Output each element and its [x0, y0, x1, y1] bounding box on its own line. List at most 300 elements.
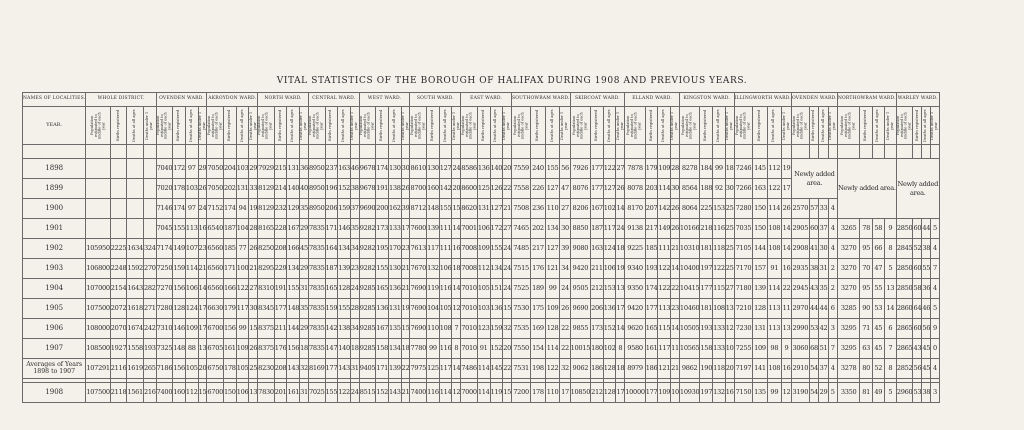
table-cell: 185: [224, 239, 237, 259]
table-cell: 159: [338, 199, 351, 219]
table-cell: 193: [645, 259, 658, 279]
spacer-cell: [767, 145, 781, 159]
sub-header-label: Deaths under 1 year: [451, 111, 460, 140]
table-cell: 2850: [896, 279, 913, 299]
table-cell: 106: [236, 383, 249, 403]
table-cell: 21: [401, 279, 410, 299]
sub-header: [931, 107, 940, 145]
table-cell: 126: [490, 179, 503, 199]
table-cell: 107500: [86, 299, 110, 319]
table-cell: 8129: [258, 199, 275, 219]
table-cell: 159: [490, 319, 503, 339]
table-cell: 78: [860, 219, 872, 239]
table-cell: 94: [236, 199, 249, 219]
table-cell: 2845: [896, 239, 913, 259]
spacer-cell: [931, 145, 940, 159]
table-cell: 202: [531, 219, 546, 239]
table-cell: 25: [725, 199, 734, 219]
ward-header: AKROYDON WARD.: [207, 93, 258, 107]
table-cell: 173: [591, 319, 604, 339]
sub-header: [207, 107, 224, 145]
table-cell: 9690: [359, 199, 376, 219]
spacer-cell: [625, 145, 645, 159]
table-cell: 51: [819, 339, 828, 359]
table-cell: 104: [427, 299, 440, 319]
table-cell: 216: [143, 383, 156, 403]
sub-header: [308, 107, 325, 145]
table-cell: 139: [388, 359, 401, 379]
table-cell: 143: [287, 359, 300, 379]
table-cell: 6560: [207, 239, 224, 259]
table-cell: 116: [439, 279, 452, 299]
table-cell: 60: [809, 219, 819, 239]
table-cell: 225: [700, 199, 713, 219]
table-cell: 218: [700, 219, 713, 239]
table-cell: 117: [439, 359, 452, 379]
table-cell: 64: [913, 299, 922, 319]
table-cell: 7: [931, 259, 940, 279]
table-cell: 10: [725, 339, 734, 359]
table-cell: 270: [143, 259, 156, 279]
table-cell: 114: [439, 383, 452, 403]
table-cell: 150: [753, 199, 767, 219]
table-cell: 117: [427, 239, 440, 259]
table-cell: 35: [819, 279, 828, 299]
table-cell: 106: [185, 279, 198, 299]
table-cell: 116: [439, 339, 452, 359]
table-cell: 141: [753, 359, 767, 379]
table-cell: 22: [671, 279, 680, 299]
table-cell: 31: [300, 383, 309, 403]
table-cell: 27: [616, 159, 625, 179]
table-cell: 1561: [127, 383, 144, 403]
table-cell: 8979: [625, 359, 645, 379]
table-cell: 122: [767, 179, 781, 199]
table-cell: 28: [249, 219, 258, 239]
table-cell: 34: [560, 259, 570, 279]
sub-header: [452, 107, 461, 145]
table-cell: [110, 179, 127, 199]
table-cell: 144: [287, 319, 300, 339]
table-cell: 4: [931, 359, 940, 379]
table-cell: 136: [388, 279, 401, 299]
spacer-cell: [173, 145, 186, 159]
table-cell: 7465: [512, 219, 531, 239]
sub-header: [350, 107, 359, 145]
table-cell: 29: [198, 159, 207, 179]
table-cell: 99: [767, 383, 781, 403]
table-cell: 3190: [791, 383, 809, 403]
table-cell: 237: [325, 159, 338, 179]
table-row: [23, 199, 940, 219]
ward-header: EAST WARD.: [461, 93, 512, 107]
table-cell: 9: [884, 219, 896, 239]
table-cell: 7197: [734, 359, 753, 379]
ward-header: WEST WARD.: [359, 93, 410, 107]
table-cell: 21: [401, 383, 410, 403]
spacer-cell: [258, 145, 275, 159]
table-cell: 24: [350, 383, 359, 403]
table-cell: 30: [560, 219, 570, 239]
spacer-cell: [198, 145, 207, 159]
table-cell: 7835: [308, 299, 325, 319]
table-cell: 7105: [734, 239, 753, 259]
table-cell: 155: [490, 239, 503, 259]
year-cell: Averages of Years 1898 to 1907: [23, 359, 86, 379]
table-cell: 108: [439, 319, 452, 339]
table-cell: 42: [819, 319, 828, 339]
table-cell: 8310: [258, 279, 275, 299]
table-cell: 139: [427, 219, 440, 239]
table-cell: 7550: [512, 339, 531, 359]
spacer-cell: [207, 145, 224, 159]
table-cell: 8250: [258, 239, 275, 259]
table-cell: 177: [591, 179, 604, 199]
table-cell: 1619: [127, 359, 144, 379]
table-cell: 166: [224, 279, 237, 299]
spacer-cell: [236, 145, 249, 159]
sub-header-label: Deaths under 1 year: [827, 111, 836, 140]
table-cell: 77: [236, 239, 249, 259]
table-cell: 158: [700, 339, 713, 359]
table-cell: 145: [490, 359, 503, 379]
year-cell: 1899: [23, 179, 86, 199]
table-cell: 1592: [127, 259, 144, 279]
spacer-cell: [300, 145, 309, 159]
table-cell: 131: [236, 179, 249, 199]
table-cell: 148: [173, 339, 186, 359]
table-cell: 165: [376, 279, 389, 299]
table-cell: 95: [860, 279, 872, 299]
table-cell: 9138: [625, 219, 645, 239]
table-cell: 109: [185, 319, 198, 339]
table-cell: 8230: [258, 359, 275, 379]
table-cell: 14: [198, 279, 207, 299]
table-cell: 128: [338, 279, 351, 299]
table-cell: 13: [884, 279, 896, 299]
table-cell: 91: [477, 339, 490, 359]
table-cell: 163: [338, 159, 351, 179]
table-cell: 54: [809, 359, 819, 379]
table-cell: 108500: [86, 339, 110, 359]
table-cell: 179: [645, 159, 658, 179]
table-cell: 7174: [156, 239, 173, 259]
sub-header-label: Population estimated to middle of each year: [206, 112, 222, 139]
table-cell: 1643: [127, 279, 144, 299]
table-cell: 105: [477, 279, 490, 299]
table-cell: 173: [376, 219, 389, 239]
table-cell: 174: [224, 199, 237, 219]
sub-header: [173, 107, 186, 145]
table-cell: 134: [545, 219, 560, 239]
table-cell: 7020: [156, 179, 173, 199]
table-cell: 92: [713, 179, 726, 199]
table-cell: 108000: [86, 319, 110, 339]
table-cell: 12: [452, 383, 461, 403]
sub-header: [734, 107, 753, 145]
table-cell: 53: [872, 299, 884, 319]
table-cell: 7180: [734, 279, 753, 299]
table-cell: 4: [931, 279, 940, 299]
table-cell: 26: [401, 179, 410, 199]
table-cell: 149: [658, 219, 671, 239]
table-cell: 122: [658, 259, 671, 279]
table-cell: 122: [338, 383, 351, 403]
table-cell: 7325: [156, 339, 173, 359]
vital-statistics-table: [22, 92, 940, 403]
table-cell: [110, 199, 127, 219]
table-cell: 39: [560, 239, 570, 259]
table-cell: 7010: [461, 319, 478, 339]
table-cell: 9350: [625, 279, 645, 299]
table-cell: 52: [872, 359, 884, 379]
table-cell: 121: [658, 359, 671, 379]
spacer-cell: [325, 145, 338, 159]
table-cell: 7008: [461, 259, 478, 279]
sub-header: [143, 107, 156, 145]
table-cell: 38: [809, 259, 819, 279]
table-cell: 196: [325, 179, 338, 199]
table-cell: 30: [819, 239, 828, 259]
sub-header-label: Deaths under 1 year: [560, 111, 569, 140]
table-cell: 25: [725, 239, 734, 259]
table-cell: 9420: [570, 259, 590, 279]
table-cell: 174: [376, 159, 389, 179]
table-cell: 169: [531, 319, 546, 339]
sub-header-label: Births registered: [328, 109, 333, 142]
spacer-cell: [819, 145, 828, 159]
spacer-cell: [645, 145, 658, 159]
table-cell: 22: [503, 359, 512, 379]
table-cell: 118: [713, 239, 726, 259]
table-cell: 3: [931, 383, 940, 403]
table-cell: 6705: [207, 339, 224, 359]
sub-header-label: Deaths at all ages: [188, 109, 193, 142]
table-cell: 57: [809, 199, 819, 219]
table-cell: 68: [809, 339, 819, 359]
table-cell: 167: [376, 319, 389, 339]
spacer-cell: [452, 145, 461, 159]
table-cell: 153: [713, 199, 726, 219]
sub-header: [860, 107, 872, 145]
table-row: [23, 279, 940, 299]
table-cell: 4: [828, 199, 837, 219]
table-cell: 138: [338, 319, 351, 339]
sub-header-label: Deaths under 1 year: [502, 111, 511, 140]
table-cell: 10000: [625, 383, 645, 403]
table-cell: 45: [300, 239, 309, 259]
table-cell: 159: [325, 299, 338, 319]
sub-header-label: Population estimated to middle of each year: [734, 112, 751, 139]
table-cell: 134: [338, 239, 351, 259]
table-cell: 164: [325, 239, 338, 259]
table-cell: 8950: [308, 179, 325, 199]
spacer-cell: [860, 145, 872, 159]
table-cell: [127, 179, 144, 199]
table-cell: 99: [236, 319, 249, 339]
table-cell: 18: [616, 239, 625, 259]
year-cell: 1898: [23, 159, 86, 179]
table-cell: 109: [545, 299, 560, 319]
sub-header: [603, 107, 616, 145]
sub-header: [287, 107, 300, 145]
table-cell: 32: [503, 319, 512, 339]
sub-header: [325, 107, 338, 145]
table-cell: 23: [671, 299, 680, 319]
spacer-cell: [156, 145, 173, 159]
table-cell: 37: [819, 219, 828, 239]
table-cell: 8700: [410, 179, 427, 199]
table-cell: 8170: [625, 199, 645, 219]
table-cell: 9340: [625, 259, 645, 279]
table-cell: 10310: [679, 239, 699, 259]
table-cell: 19: [401, 299, 410, 319]
table-cell: 5: [884, 383, 896, 403]
table-cell: 39: [401, 199, 410, 219]
spacer-cell: [884, 145, 896, 159]
spacer-cell: [388, 145, 401, 159]
sub-header: [809, 107, 819, 145]
table-cell: 7535: [512, 319, 531, 339]
table-cell: 193: [700, 319, 713, 339]
table-cell: 212: [591, 279, 604, 299]
ward-header: SOUTH WARD.: [410, 93, 461, 107]
table-cell: 4: [828, 239, 837, 259]
table-cell: 22: [781, 279, 791, 299]
table-cell: 70: [860, 259, 872, 279]
table-cell: 143: [338, 359, 351, 379]
table-cell: 204: [224, 159, 237, 179]
spacer-cell: [700, 145, 713, 159]
table-cell: 99: [427, 339, 440, 359]
table-cell: 177: [591, 159, 604, 179]
table-cell: 150: [224, 383, 237, 403]
table-cell: [86, 199, 110, 219]
table-cell: 15: [249, 319, 258, 339]
table-cell: 91: [767, 259, 781, 279]
table-cell: 23: [198, 239, 207, 259]
table-cell: 8620: [461, 199, 478, 219]
table-cell: 26: [781, 199, 791, 219]
table-cell: 110: [545, 383, 560, 403]
table-cell: 38: [922, 239, 931, 259]
table-cell: 43: [913, 339, 922, 359]
ward-header: CENTRAL WARD.: [308, 93, 359, 107]
table-cell: 188: [700, 179, 713, 199]
table-cell: 44: [819, 299, 828, 319]
table-cell: 108: [767, 239, 781, 259]
table-cell: 128: [173, 299, 186, 319]
table-cell: 56: [913, 359, 922, 379]
table-cell: 2852: [896, 359, 913, 379]
sub-header-label: Deaths at all ages: [493, 109, 498, 142]
table-cell: 1618: [127, 299, 144, 319]
table-cell: 8: [884, 359, 896, 379]
table-cell: 232: [274, 199, 287, 219]
table-cell: 135: [388, 319, 401, 339]
table-cell: 2070: [110, 319, 127, 339]
sub-header-label: Deaths at all ages: [771, 109, 776, 142]
table-cell: 7613: [410, 239, 427, 259]
sub-header-label: Population estimated to middle of each year: [460, 112, 476, 139]
spacer-cell: [439, 145, 452, 159]
table-cell: 122: [603, 159, 616, 179]
sub-header-label: Deaths at all ages: [549, 109, 554, 142]
table-cell: 165: [325, 279, 338, 299]
table-cell: 15: [401, 319, 410, 339]
table-cell: 136: [477, 159, 490, 179]
spacer-cell: [591, 145, 604, 159]
table-cell: 17: [781, 179, 791, 199]
sub-header-label: Births registered: [277, 109, 282, 142]
table-cell: 110: [545, 199, 560, 219]
table-cell: 16: [725, 383, 734, 403]
table-cell: 19: [249, 199, 258, 219]
table-cell: 190: [700, 359, 713, 379]
table-cell: 98: [767, 339, 781, 359]
table-cell: 28: [350, 299, 359, 319]
spacer-cell: [828, 145, 837, 159]
table-cell: 18: [725, 159, 734, 179]
table-row: [23, 239, 940, 259]
table-cell: 21: [671, 239, 680, 259]
table-cell: [127, 159, 144, 179]
table-cell: 3: [828, 319, 837, 339]
table-cell: 9620: [625, 319, 645, 339]
table-cell: 7280: [734, 199, 753, 219]
table-cell: 16: [198, 219, 207, 239]
table-cell: 8: [452, 339, 461, 359]
table-cell: 5: [931, 219, 940, 239]
table-cell: 18: [300, 339, 309, 359]
table-cell: 40: [300, 179, 309, 199]
table-cell: 32: [560, 359, 570, 379]
table-cell: 9062: [570, 359, 590, 379]
spacer-cell: [809, 145, 819, 159]
table-cell: 1927: [110, 339, 127, 359]
sub-header-label: Deaths under 1 year: [670, 111, 679, 140]
table-cell: 13: [249, 383, 258, 403]
spacer-cell: [913, 145, 922, 159]
table-cell: 140: [287, 179, 300, 199]
table-cell: 34: [350, 239, 359, 259]
table-cell: 31: [300, 279, 309, 299]
table-cell: 5: [884, 259, 896, 279]
table-cell: 3278: [837, 359, 860, 379]
table-cell: 148: [427, 199, 440, 219]
table-cell: 14: [452, 279, 461, 299]
table-cell: [86, 179, 110, 199]
table-cell: 55: [922, 259, 931, 279]
table-cell: 36: [922, 279, 931, 299]
table-cell: 16: [452, 239, 461, 259]
sub-header: [410, 107, 427, 145]
table-cell: 7045: [156, 219, 173, 239]
table-cell: 7835: [308, 279, 325, 299]
table-cell: 203: [645, 179, 658, 199]
table-cell: 2970: [791, 299, 809, 319]
table-cell: 112: [185, 383, 198, 403]
table-cell: 15: [452, 199, 461, 219]
sub-header: [439, 107, 452, 145]
sub-header: [828, 107, 837, 145]
table-cell: 128: [753, 299, 767, 319]
table-cell: 140: [338, 339, 351, 359]
table-cell: [143, 219, 156, 239]
table-cell: 24: [503, 279, 512, 299]
sub-header-label: Deaths under 1 year: [724, 111, 733, 140]
table-cell: 2570: [791, 199, 809, 219]
